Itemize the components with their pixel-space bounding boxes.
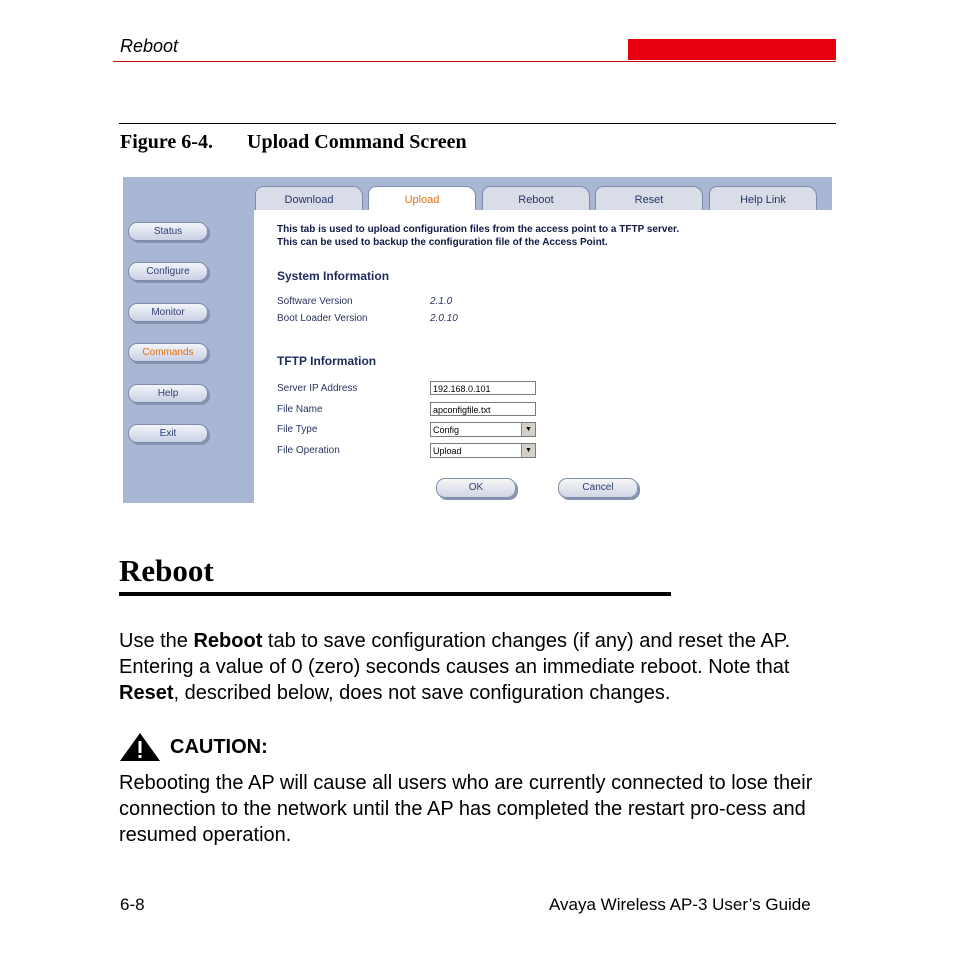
intro-line-1: This tab is used to upload configuration files from the access point to a TFTP server. bbox=[277, 224, 680, 235]
figure-caption bbox=[120, 131, 467, 154]
warning-triangle-icon bbox=[119, 732, 161, 762]
section-rule bbox=[119, 592, 671, 596]
tab-download[interactable]: Download bbox=[255, 186, 363, 211]
server-ip-label: Server IP Address bbox=[277, 383, 358, 394]
software-version-value: 2.1.0 bbox=[430, 296, 453, 307]
file-type-select[interactable]: Config ▼ bbox=[430, 422, 536, 437]
boot-loader-label: Boot Loader Version bbox=[277, 313, 368, 324]
page-number: 6-8 bbox=[120, 895, 145, 914]
caution-label: CAUTION: bbox=[170, 736, 268, 758]
tab-upload[interactable]: Upload bbox=[368, 186, 476, 212]
guide-title: Avaya Wireless AP-3 User’s Guide bbox=[549, 895, 811, 914]
intro-line-2: This can be used to backup the configuration file of the Access Point. bbox=[277, 237, 608, 248]
tab-strip bbox=[254, 177, 832, 210]
file-operation-label: File Operation bbox=[277, 445, 340, 456]
reboot-description: Use the Reboot tab to save configuration changes (if any) and reset the AP. Entering a value of 0 (zero) seconds causes an immediate reboot. Note that Reset, described below, does not save configuration changes. bbox=[119, 630, 791, 704]
caution-text: Rebooting the AP will cause all users who are currently connected to lose their connection to the network until the AP has completed the restart pro-cess and resumed operation. bbox=[119, 772, 813, 846]
file-type-label: File Type bbox=[277, 424, 318, 435]
server-ip-input[interactable]: 192.168.0.101 bbox=[430, 381, 536, 395]
tab-content bbox=[254, 210, 832, 503]
tab-reset[interactable]: Reset bbox=[595, 186, 703, 211]
side-nav bbox=[123, 177, 254, 503]
nav-commands-button[interactable]: Commands bbox=[128, 343, 208, 362]
running-header-title: Reboot bbox=[120, 36, 179, 56]
nav-configure-button[interactable]: Configure bbox=[128, 262, 208, 281]
figure-number: Figure 6-4. bbox=[120, 131, 213, 153]
dropdown-arrow-icon[interactable]: ▼ bbox=[521, 444, 535, 457]
cancel-button[interactable]: Cancel bbox=[558, 478, 638, 498]
software-version-label: Software Version bbox=[277, 296, 353, 307]
nav-exit-button[interactable]: Exit bbox=[128, 424, 208, 443]
nav-help-button[interactable]: Help bbox=[128, 384, 208, 403]
tab-reboot[interactable]: Reboot bbox=[482, 186, 590, 211]
file-name-label: File Name bbox=[277, 404, 323, 415]
file-operation-select[interactable]: Upload ▼ bbox=[430, 443, 536, 458]
upload-screen-figure bbox=[123, 177, 832, 503]
file-name-input[interactable]: apconfigfile.txt bbox=[430, 402, 536, 416]
caution-heading bbox=[119, 732, 268, 762]
figure-title: Upload Command Screen bbox=[247, 131, 467, 153]
system-info-heading: System Information bbox=[277, 269, 390, 283]
dropdown-arrow-icon[interactable]: ▼ bbox=[521, 423, 535, 436]
tab-help-link[interactable]: Help Link bbox=[709, 186, 817, 211]
boot-loader-value: 2.0.10 bbox=[430, 313, 458, 324]
header-rule bbox=[113, 61, 836, 62]
figure-rule bbox=[119, 123, 836, 124]
ok-button[interactable]: OK bbox=[436, 478, 516, 498]
section-title: Reboot bbox=[119, 553, 214, 588]
nav-monitor-button[interactable]: Monitor bbox=[128, 303, 208, 322]
header-accent-bar bbox=[628, 39, 836, 60]
tftp-info-heading: TFTP Information bbox=[277, 354, 377, 368]
nav-status-button[interactable]: Status bbox=[128, 222, 208, 241]
